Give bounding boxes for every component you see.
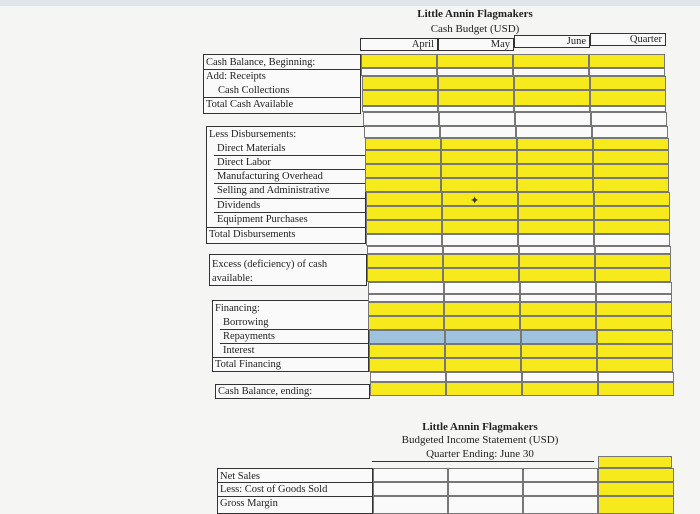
budget-cell — [446, 372, 522, 382]
budget-cell — [591, 112, 667, 126]
budget-cell — [594, 234, 670, 246]
income-cell — [598, 456, 672, 468]
budget-cell — [593, 178, 669, 192]
budget-cell — [369, 358, 445, 372]
income-cell — [448, 468, 523, 482]
budget-cell — [520, 282, 596, 294]
budget-cell — [361, 54, 437, 68]
budget-cell — [593, 164, 669, 178]
budget-cell — [441, 178, 517, 192]
divider — [206, 227, 366, 228]
cash-budget-company: Little Annin Flagmakers — [417, 8, 533, 20]
budget-cell — [441, 150, 517, 164]
budget-cell — [518, 206, 594, 220]
budget-cell — [444, 316, 520, 330]
label-manufacturing-overhead: Manufacturing Overhead — [217, 171, 323, 182]
budget-cell — [443, 246, 519, 254]
income-cell — [598, 496, 674, 514]
label-total-financing: Total Financing — [215, 359, 282, 370]
budget-cell — [442, 192, 518, 206]
budget-cell — [597, 358, 673, 372]
budget-cell — [442, 234, 518, 246]
budget-cell — [365, 178, 441, 192]
label-net-sales: Net Sales — [220, 471, 260, 482]
income-cell — [373, 468, 448, 482]
budget-cell — [365, 138, 441, 150]
divider — [214, 212, 366, 213]
budget-cell — [366, 192, 442, 206]
divider — [214, 155, 366, 156]
budget-cell — [589, 54, 665, 68]
budget-cell — [442, 220, 518, 234]
divider — [217, 482, 373, 483]
budget-cell — [365, 150, 441, 164]
budget-cell — [441, 164, 517, 178]
divider — [214, 183, 366, 184]
income-cell — [523, 496, 598, 514]
budget-cell — [596, 316, 672, 330]
label-cash-collections: Cash Collections — [218, 85, 290, 96]
label-interest: Interest — [223, 345, 255, 356]
budget-cell — [595, 246, 671, 254]
budget-cell — [514, 90, 590, 106]
budget-cell — [445, 344, 521, 358]
col-may: May — [438, 38, 514, 51]
budget-cell — [520, 294, 596, 302]
budget-cell — [592, 126, 668, 138]
budget-cell — [443, 268, 519, 282]
income-cell — [598, 468, 674, 482]
budget-cell — [520, 302, 596, 316]
budget-cell — [519, 268, 595, 282]
budget-cell — [368, 316, 444, 330]
budget-cell — [367, 254, 443, 268]
label-cogs: Less: Cost of Goods Sold — [220, 484, 328, 495]
budget-cell — [597, 330, 673, 344]
budget-cell — [363, 112, 439, 126]
income-cell — [448, 482, 523, 496]
label-gross-margin: Gross Margin — [220, 498, 278, 509]
budget-cell — [521, 344, 597, 358]
budget-cell — [444, 302, 520, 316]
budget-cell — [597, 344, 673, 358]
budget-cell — [446, 382, 522, 396]
budget-cell — [362, 76, 438, 90]
divider — [212, 357, 369, 358]
budget-cell — [369, 330, 445, 344]
budget-cell — [522, 372, 598, 382]
budget-cell — [368, 302, 444, 316]
label-selling-admin: Selling and Administrative — [217, 185, 330, 196]
divider — [203, 97, 361, 98]
budget-cell — [589, 68, 665, 76]
budget-cell — [596, 302, 672, 316]
label-direct-materials: Direct Materials — [217, 143, 286, 154]
budget-cell — [368, 294, 444, 302]
budget-cell — [518, 192, 594, 206]
budget-cell — [515, 112, 591, 126]
budget-cell — [521, 358, 597, 372]
label-direct-labor: Direct Labor — [217, 157, 271, 168]
budget-cell — [437, 68, 513, 76]
label-equipment-purchases: Equipment Purchases — [217, 214, 308, 225]
budget-cell — [366, 234, 442, 246]
budget-cell — [596, 294, 672, 302]
budget-cell — [367, 268, 443, 282]
income-cell — [448, 496, 523, 514]
budget-cell — [594, 206, 670, 220]
budget-cell — [516, 126, 592, 138]
budget-cell — [596, 282, 672, 294]
income-period: Quarter Ending: June 30 — [426, 448, 534, 460]
budget-cell — [595, 254, 671, 268]
budget-cell — [365, 164, 441, 178]
divider — [214, 198, 366, 199]
budget-cell — [438, 76, 514, 90]
label-excess-line2: available: — [212, 273, 253, 284]
income-cell — [523, 468, 598, 482]
budget-cell — [522, 382, 598, 396]
budget-cell — [444, 294, 520, 302]
budget-cell — [590, 76, 666, 90]
col-april: April — [360, 38, 438, 51]
income-cell — [373, 482, 448, 496]
budget-cell — [519, 254, 595, 268]
divider — [220, 329, 369, 330]
col-june: June — [514, 35, 590, 48]
label-dividends: Dividends — [217, 200, 261, 211]
label-add-receipts: Add: Receipts — [206, 71, 266, 82]
divider — [217, 496, 373, 497]
income-cell — [523, 482, 598, 496]
label-total-cash-available: Total Cash Available — [206, 99, 294, 110]
budget-cell — [445, 358, 521, 372]
budget-cell — [370, 372, 446, 382]
income-cell — [373, 496, 448, 514]
income-company: Little Annin Flagmakers — [422, 421, 538, 433]
budget-cell — [594, 220, 670, 234]
budget-cell — [519, 246, 595, 254]
budget-cell — [520, 316, 596, 330]
budget-cell — [521, 330, 597, 344]
budget-cell — [441, 138, 517, 150]
label-cash-balance-ending: Cash Balance, ending: — [218, 386, 313, 397]
budget-cell — [437, 54, 513, 68]
budget-cell — [369, 344, 445, 358]
budget-cell — [517, 178, 593, 192]
income-title: Budgeted Income Statement (USD) — [401, 434, 559, 446]
budget-cell — [442, 206, 518, 220]
budget-cell — [517, 138, 593, 150]
budget-cell — [593, 150, 669, 164]
budget-cell — [513, 54, 589, 68]
label-financing: Financing: — [215, 303, 260, 314]
budget-cell — [593, 138, 669, 150]
cursor-mark-icon: ✦ — [470, 195, 480, 207]
budget-cell — [366, 220, 442, 234]
budget-cell — [514, 76, 590, 90]
budget-cell — [367, 246, 443, 254]
budget-cell — [443, 254, 519, 268]
budget-cell — [361, 68, 437, 76]
budget-cell — [364, 126, 440, 138]
label-cash-balance-beginning: Cash Balance, Beginning: — [206, 57, 316, 68]
budget-cell — [598, 372, 674, 382]
label-repayments: Repayments — [223, 331, 275, 342]
divider — [203, 69, 361, 70]
divider — [220, 343, 369, 344]
cash-budget-title: Cash Budget (USD) — [430, 23, 520, 35]
top-band — [0, 0, 700, 6]
budget-cell — [362, 90, 438, 106]
budget-cell — [517, 164, 593, 178]
budget-cell — [595, 268, 671, 282]
budget-cell — [518, 220, 594, 234]
budget-cell — [513, 68, 589, 76]
budget-cell — [445, 330, 521, 344]
budget-cell — [444, 282, 520, 294]
label-excess-line1: Excess (deficiency) of cash — [212, 259, 328, 270]
budget-cell — [518, 234, 594, 246]
budget-cell — [438, 90, 514, 106]
label-total-disbursements: Total Disbursements — [209, 229, 296, 240]
budget-cell — [598, 382, 674, 396]
budget-cell — [370, 382, 446, 396]
col-quarter: Quarter — [590, 33, 666, 46]
budget-cell — [368, 282, 444, 294]
budget-cell — [517, 150, 593, 164]
budget-cell — [366, 206, 442, 220]
divider — [372, 461, 594, 462]
divider — [214, 169, 366, 170]
label-borrowing: Borrowing — [223, 317, 269, 328]
budget-cell — [594, 192, 670, 206]
label-less-disbursements: Less Disbursements: — [209, 129, 297, 140]
budget-cell — [590, 90, 666, 106]
budget-cell — [439, 112, 515, 126]
income-cell — [598, 482, 674, 496]
budget-cell — [440, 126, 516, 138]
